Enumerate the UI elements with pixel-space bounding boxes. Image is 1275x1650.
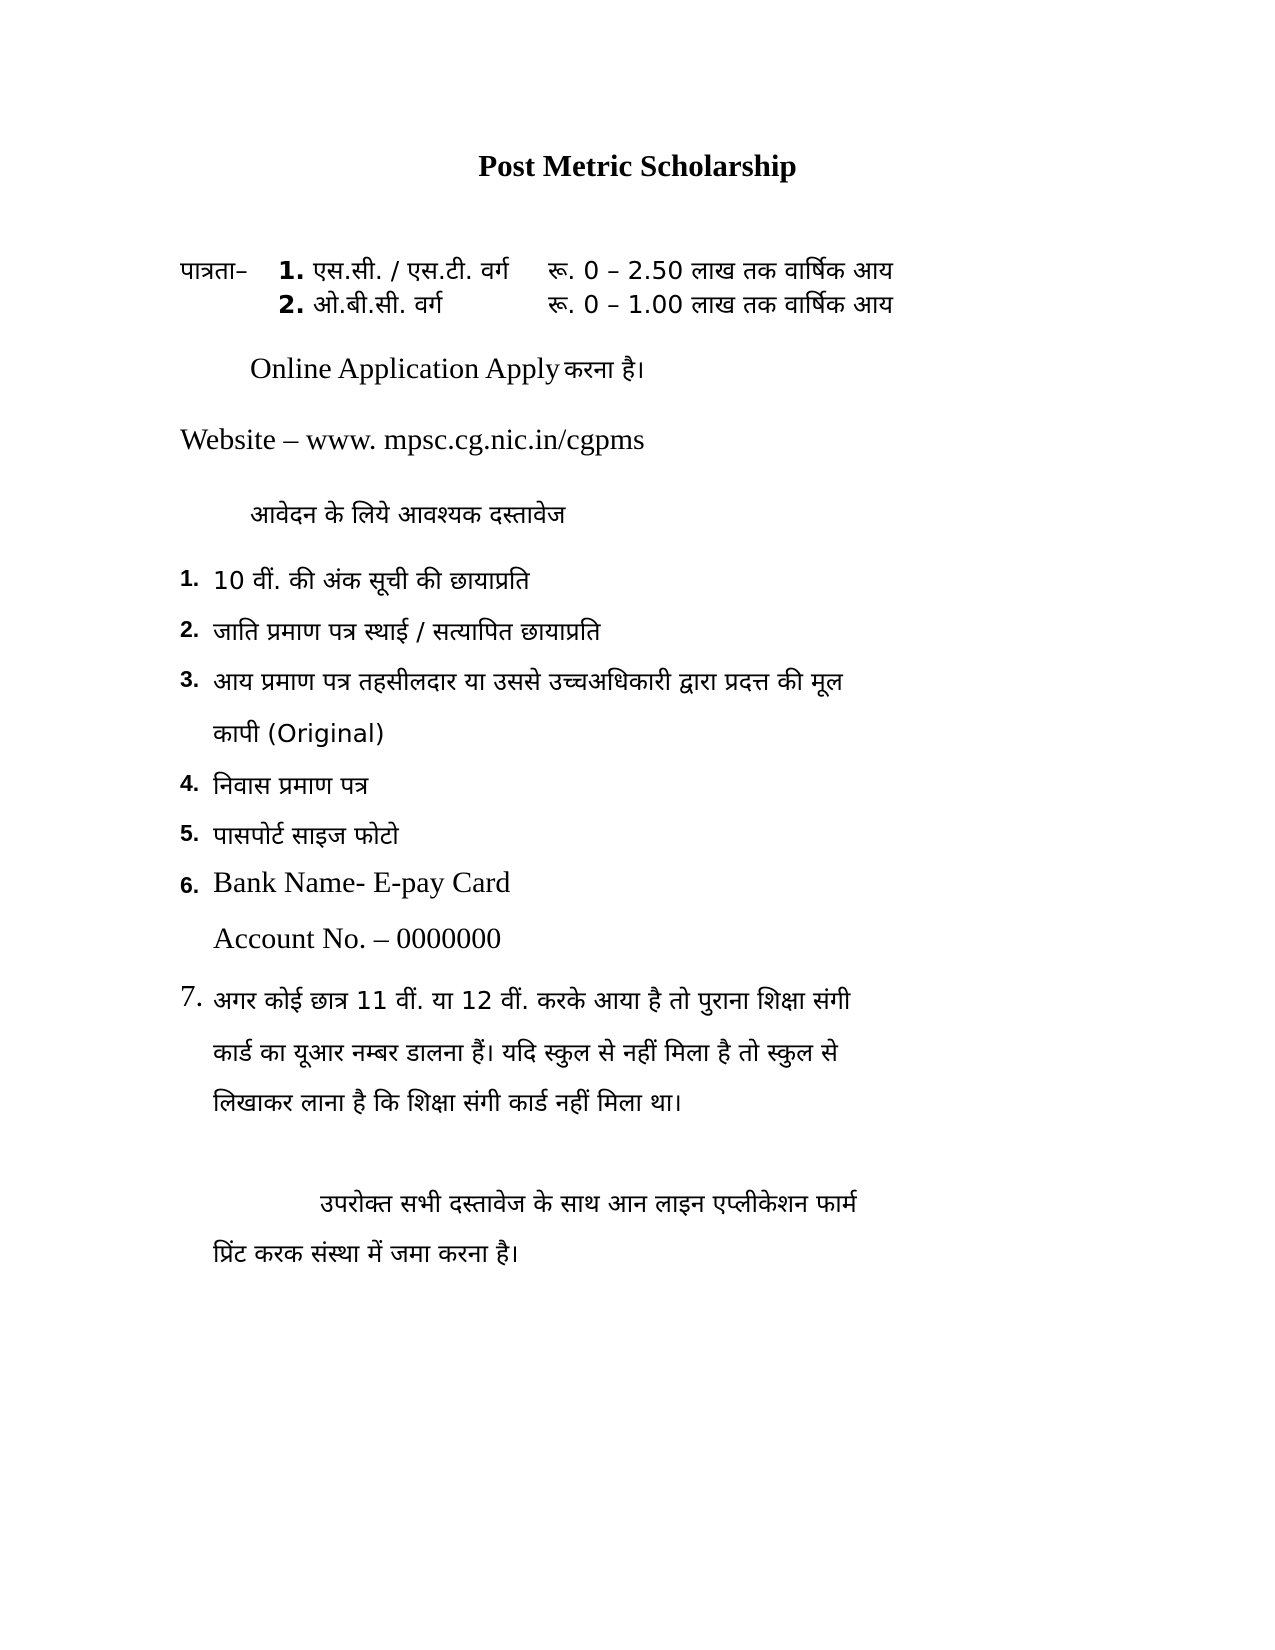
- document-item-number: 3.: [180, 666, 200, 692]
- document-item-text: अगर कोई छात्र 11 वीं. या 12 वीं. करके आया है तो पुराना शिक्षा संगी: [213, 986, 851, 1015]
- website-line: Website – www. mpsc.cg.nic.in/cgpms: [180, 423, 645, 456]
- online-apply-hindi: करना है।: [563, 355, 645, 384]
- document-item-text-continued: कापी (Original): [213, 719, 385, 748]
- document-item-number: 5.: [180, 820, 200, 846]
- eligibility-row: [278, 287, 442, 321]
- document-item-number: 4.: [180, 770, 200, 796]
- document-item-number: 2.: [180, 616, 200, 642]
- eligibility-row-number: 1.: [278, 256, 305, 285]
- closing-note-line-2: प्रिंट करक संस्था में जमा करना है।: [213, 1239, 519, 1268]
- document-item-text: 10 वीं. की अंक सूची की छायाप्रति: [213, 566, 530, 595]
- document-item: [180, 818, 199, 847]
- documents-heading: आवेदन के लिये आवश्यक दस्तावेज: [250, 500, 566, 529]
- document-item-number: 1.: [180, 565, 200, 591]
- document-item-text-continued: लिखाकर लाना है कि शिक्षा संगी कार्ड नहीं मिला था।: [213, 1088, 682, 1117]
- eligibility-row-range: रू. 0 – 2.50 लाख तक वार्षिक आय: [548, 256, 893, 285]
- bank-name: Bank Name- E-pay Card: [213, 866, 511, 899]
- document-item: [180, 664, 199, 693]
- document-item-number: 7.: [180, 978, 204, 1013]
- document-item-text-continued: कार्ड का यूआर नम्बर डालना हैं। यदि स्कुल से नहीं मिला है तो स्कुल से: [213, 1038, 838, 1067]
- online-apply-english: Online Application Apply: [250, 352, 560, 385]
- document-item-number: 6.: [180, 872, 200, 898]
- document-item: [180, 978, 203, 1014]
- document-item: [180, 563, 199, 592]
- eligibility-row-number: 2.: [278, 290, 305, 319]
- eligibility-row-range: रू. 0 – 1.00 लाख तक वार्षिक आय: [548, 290, 893, 319]
- document-item-text: जाति प्रमाण पत्र स्थाई / सत्यापित छायाप्रति: [213, 617, 601, 646]
- document-item: [180, 768, 199, 797]
- page-title: Post Metric Scholarship: [478, 148, 797, 183]
- document-item: [180, 614, 199, 643]
- closing-note-line-1: उपरोक्त सभी दस्तावेज के साथ आन लाइन एप्लीकेशन फार्म: [320, 1189, 857, 1218]
- account-number: Account No. – 0000000: [213, 922, 502, 955]
- document-item: [180, 870, 199, 899]
- online-apply-line: [250, 352, 644, 386]
- document-item-text: निवास प्रमाण पत्र: [213, 771, 369, 800]
- eligibility-row-category: ओ.बी.सी. वर्ग: [312, 290, 443, 319]
- eligibility-label: पात्रता–: [180, 256, 248, 285]
- document-item-text: पासपोर्ट साइज फोटो: [213, 821, 399, 850]
- eligibility-row: [278, 253, 509, 287]
- document-item-text: आय प्रमाण पत्र तहसीलदार या उससे उच्चअधिकारी द्वारा प्रदत्त की मूल: [213, 667, 843, 696]
- eligibility-row-category: एस.सी. / एस.टी. वर्ग: [312, 256, 509, 285]
